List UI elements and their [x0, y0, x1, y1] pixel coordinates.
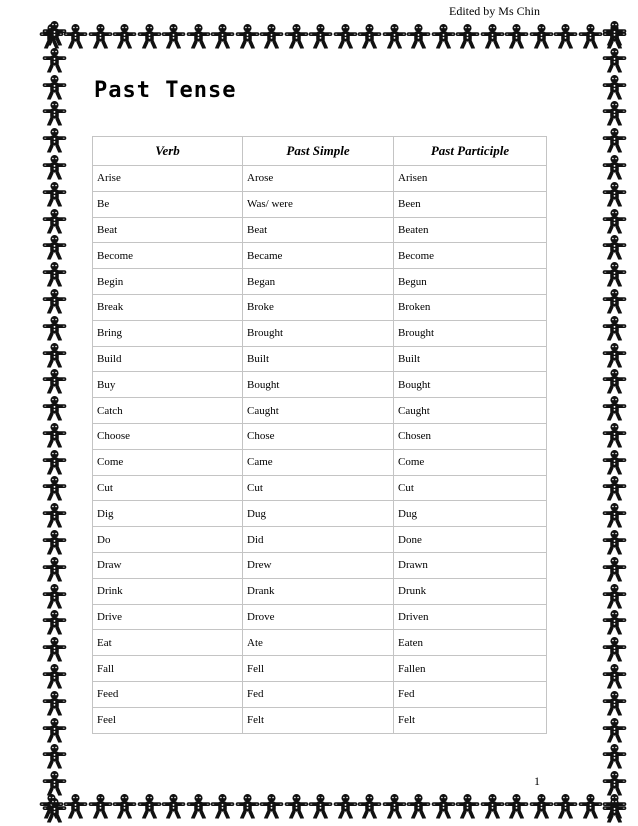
gingerbread-man-icon — [503, 23, 530, 50]
gingerbread-man-icon — [41, 449, 68, 476]
gingerbread-man-icon — [41, 770, 68, 797]
gingerbread-man-icon — [41, 717, 68, 744]
gingerbread-man-icon — [258, 23, 285, 50]
past-simple-cell: Began — [243, 269, 394, 295]
past-simple-cell: Bought — [243, 372, 394, 398]
verb-cell: Dig — [93, 501, 243, 527]
gingerbread-man-icon — [41, 529, 68, 556]
past-participle-cell: Brought — [394, 320, 547, 346]
decorative-border-top — [38, 20, 628, 54]
table-row — [93, 320, 547, 346]
past-participle-cell: Chosen — [394, 423, 547, 449]
verb-cell: Choose — [93, 423, 243, 449]
past-simple-cell: Arose — [243, 166, 394, 192]
past-simple-cell: Was/ were — [243, 191, 394, 217]
verb-cell: Cut — [93, 475, 243, 501]
past-participle-cell: Broken — [394, 294, 547, 320]
past-participle-cell: Fallen — [394, 656, 547, 682]
past-participle-cell: Caught — [394, 398, 547, 424]
gingerbread-man-icon — [454, 23, 481, 50]
gingerbread-man-icon — [41, 234, 68, 261]
column-header-past-simple: Past Simple — [243, 137, 394, 166]
gingerbread-man-icon — [601, 261, 628, 288]
past-participle-cell: Dug — [394, 501, 547, 527]
header-note: Edited by Ms Chin — [448, 4, 540, 18]
table-row — [93, 191, 547, 217]
past-simple-cell: Brought — [243, 320, 394, 346]
table-header-row — [93, 137, 547, 166]
past-simple-cell: Beat — [243, 217, 394, 243]
table-row — [93, 294, 547, 320]
past-participle-cell: Beaten — [394, 217, 547, 243]
gingerbread-man-icon — [41, 422, 68, 449]
gingerbread-man-icon — [601, 663, 628, 690]
gingerbread-man-icon — [111, 793, 138, 820]
gingerbread-man-icon — [601, 609, 628, 636]
gingerbread-man-icon — [41, 288, 68, 315]
gingerbread-man-icon — [601, 717, 628, 744]
table-row — [93, 681, 547, 707]
gingerbread-man-icon — [258, 793, 285, 820]
past-simple-cell: Drank — [243, 578, 394, 604]
past-simple-cell: Came — [243, 449, 394, 475]
past-participle-cell: Become — [394, 243, 547, 269]
gingerbread-man-icon — [41, 368, 68, 395]
gingerbread-man-icon — [332, 793, 359, 820]
past-participle-cell: Done — [394, 527, 547, 553]
gingerbread-man-icon — [41, 690, 68, 717]
gingerbread-man-icon — [405, 23, 432, 50]
gingerbread-man-icon — [41, 609, 68, 636]
past-simple-cell: Drove — [243, 604, 394, 630]
gingerbread-man-icon — [41, 663, 68, 690]
table-row — [93, 656, 547, 682]
table-row — [93, 630, 547, 656]
gingerbread-man-icon — [381, 793, 408, 820]
gingerbread-man-icon — [209, 23, 236, 50]
past-participle-cell: Drunk — [394, 578, 547, 604]
gingerbread-man-icon — [601, 529, 628, 556]
gingerbread-man-icon — [601, 368, 628, 395]
gingerbread-man-icon — [601, 449, 628, 476]
decorative-border-right — [598, 20, 632, 824]
table-row — [93, 449, 547, 475]
gingerbread-man-icon — [601, 154, 628, 181]
verb-cell: Catch — [93, 398, 243, 424]
gingerbread-man-icon — [41, 208, 68, 235]
gingerbread-man-icon — [601, 208, 628, 235]
past-participle-cell: Driven — [394, 604, 547, 630]
past-participle-cell: Begun — [394, 269, 547, 295]
verb-cell: Draw — [93, 552, 243, 578]
gingerbread-man-icon — [87, 23, 114, 50]
past-simple-cell: Ate — [243, 630, 394, 656]
verb-cell: Fall — [93, 656, 243, 682]
table-row — [93, 398, 547, 424]
gingerbread-man-icon — [41, 20, 68, 47]
table-row — [93, 527, 547, 553]
gingerbread-man-icon — [41, 583, 68, 610]
table-row — [93, 243, 547, 269]
decorative-border-bottom — [38, 790, 628, 824]
gingerbread-man-icon — [601, 47, 628, 74]
past-participle-cell: Been — [394, 191, 547, 217]
verb-cell: Be — [93, 191, 243, 217]
gingerbread-man-icon — [283, 23, 310, 50]
gingerbread-man-icon — [160, 23, 187, 50]
gingerbread-man-icon — [601, 770, 628, 797]
past-simple-cell: Chose — [243, 423, 394, 449]
past-participle-cell: Drawn — [394, 552, 547, 578]
past-simple-cell: Caught — [243, 398, 394, 424]
gingerbread-man-icon — [381, 23, 408, 50]
past-participle-cell: Built — [394, 346, 547, 372]
past-simple-cell: Cut — [243, 475, 394, 501]
gingerbread-man-icon — [601, 690, 628, 717]
table-row — [93, 578, 547, 604]
past-simple-cell: Felt — [243, 707, 394, 733]
verb-cell: Come — [93, 449, 243, 475]
gingerbread-man-icon — [552, 793, 579, 820]
gingerbread-man-icon — [185, 793, 212, 820]
gingerbread-man-icon — [41, 74, 68, 101]
page-number: 1 — [534, 774, 540, 788]
verb-cell: Do — [93, 527, 243, 553]
gingerbread-man-icon — [479, 23, 506, 50]
gingerbread-man-icon — [356, 23, 383, 50]
gingerbread-man-icon — [479, 793, 506, 820]
gingerbread-man-icon — [283, 793, 310, 820]
gingerbread-man-icon — [601, 20, 628, 47]
gingerbread-man-icon — [41, 47, 68, 74]
gingerbread-man-icon — [454, 793, 481, 820]
gingerbread-man-icon — [552, 23, 579, 50]
table-row — [93, 217, 547, 243]
past-simple-cell: Broke — [243, 294, 394, 320]
gingerbread-man-icon — [41, 154, 68, 181]
gingerbread-man-icon — [209, 793, 236, 820]
verb-table-body — [93, 166, 547, 734]
column-header-past-participle: Past Participle — [394, 137, 547, 166]
verb-cell: Feel — [93, 707, 243, 733]
verb-table — [92, 136, 547, 734]
gingerbread-man-icon — [601, 422, 628, 449]
gingerbread-man-icon — [601, 797, 628, 824]
gingerbread-man-icon — [601, 395, 628, 422]
gingerbread-man-icon — [430, 793, 457, 820]
gingerbread-man-icon — [41, 127, 68, 154]
table-row — [93, 707, 547, 733]
gingerbread-man-icon — [601, 502, 628, 529]
gingerbread-man-icon — [503, 793, 530, 820]
past-participle-cell: Arisen — [394, 166, 547, 192]
column-header-verb: Verb — [93, 137, 243, 166]
verb-cell: Arise — [93, 166, 243, 192]
table-row — [93, 604, 547, 630]
verb-cell: Beat — [93, 217, 243, 243]
gingerbread-man-icon — [41, 261, 68, 288]
verb-cell: Break — [93, 294, 243, 320]
verb-cell: Build — [93, 346, 243, 372]
gingerbread-man-icon — [601, 127, 628, 154]
gingerbread-man-icon — [111, 23, 138, 50]
gingerbread-man-icon — [41, 342, 68, 369]
gingerbread-man-icon — [405, 793, 432, 820]
verb-cell: Drink — [93, 578, 243, 604]
verb-cell: Feed — [93, 681, 243, 707]
gingerbread-man-icon — [601, 583, 628, 610]
gingerbread-man-icon — [528, 23, 555, 50]
verb-cell: Buy — [93, 372, 243, 398]
past-simple-cell: Became — [243, 243, 394, 269]
gingerbread-man-icon — [356, 793, 383, 820]
gingerbread-man-icon — [601, 234, 628, 261]
gingerbread-man-icon — [601, 100, 628, 127]
gingerbread-man-icon — [87, 793, 114, 820]
gingerbread-man-icon — [234, 793, 261, 820]
verb-cell: Eat — [93, 630, 243, 656]
gingerbread-man-icon — [41, 797, 68, 824]
gingerbread-man-icon — [601, 74, 628, 101]
past-participle-cell: Bought — [394, 372, 547, 398]
table-row — [93, 501, 547, 527]
gingerbread-man-icon — [307, 793, 334, 820]
table-row — [93, 346, 547, 372]
decorative-border-left — [38, 20, 72, 824]
table-row — [93, 372, 547, 398]
gingerbread-man-icon — [41, 502, 68, 529]
gingerbread-man-icon — [307, 23, 334, 50]
table-row — [93, 166, 547, 192]
gingerbread-man-icon — [136, 793, 163, 820]
page-title: Past Tense — [94, 78, 237, 103]
past-participle-cell: Cut — [394, 475, 547, 501]
gingerbread-man-icon — [41, 743, 68, 770]
gingerbread-man-icon — [185, 23, 212, 50]
gingerbread-man-icon — [41, 475, 68, 502]
past-simple-cell: Built — [243, 346, 394, 372]
gingerbread-man-icon — [601, 475, 628, 502]
gingerbread-man-icon — [41, 636, 68, 663]
past-participle-cell: Felt — [394, 707, 547, 733]
gingerbread-man-icon — [601, 342, 628, 369]
table-row — [93, 475, 547, 501]
past-participle-cell: Come — [394, 449, 547, 475]
past-participle-cell: Eaten — [394, 630, 547, 656]
verb-cell: Bring — [93, 320, 243, 346]
past-simple-cell: Fed — [243, 681, 394, 707]
gingerbread-man-icon — [41, 395, 68, 422]
gingerbread-man-icon — [41, 556, 68, 583]
gingerbread-man-icon — [332, 23, 359, 50]
verb-cell: Drive — [93, 604, 243, 630]
gingerbread-man-icon — [601, 181, 628, 208]
past-simple-cell: Fell — [243, 656, 394, 682]
gingerbread-man-icon — [601, 636, 628, 663]
gingerbread-man-icon — [41, 100, 68, 127]
gingerbread-man-icon — [430, 23, 457, 50]
gingerbread-man-icon — [136, 23, 163, 50]
gingerbread-man-icon — [528, 793, 555, 820]
gingerbread-man-icon — [41, 315, 68, 342]
verb-cell: Become — [93, 243, 243, 269]
past-simple-cell: Did — [243, 527, 394, 553]
past-participle-cell: Fed — [394, 681, 547, 707]
gingerbread-man-icon — [601, 556, 628, 583]
gingerbread-man-icon — [601, 288, 628, 315]
table-row — [93, 552, 547, 578]
table-row — [93, 423, 547, 449]
gingerbread-man-icon — [601, 315, 628, 342]
table-row — [93, 269, 547, 295]
verb-cell: Begin — [93, 269, 243, 295]
gingerbread-man-icon — [601, 743, 628, 770]
gingerbread-man-icon — [160, 793, 187, 820]
gingerbread-man-icon — [234, 23, 261, 50]
past-simple-cell: Dug — [243, 501, 394, 527]
past-simple-cell: Drew — [243, 552, 394, 578]
gingerbread-man-icon — [41, 181, 68, 208]
